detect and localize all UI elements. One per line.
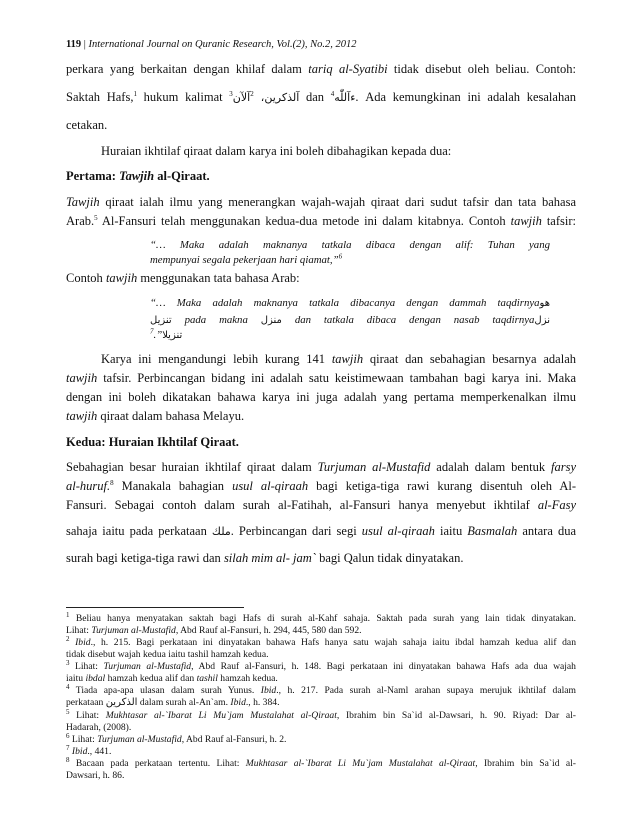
text: Lihat: bbox=[69, 710, 106, 721]
text: al-Qiraat. bbox=[154, 169, 210, 183]
italic-term: al-huruf. bbox=[66, 479, 111, 493]
footnote-number: 2 bbox=[66, 634, 70, 643]
paragraph-line: Huraian ikhtilaf qiraat dalam karya ini boleh dibahagikan kepada dua: bbox=[101, 144, 452, 158]
italic-term: tawjih bbox=[105, 271, 138, 285]
italic-term: tariq al-Syatibi bbox=[308, 62, 388, 76]
italic-term: Mukhtasar al-`Ibarat Li Mu`jam Mustalahat al-Qiraat bbox=[245, 758, 476, 769]
text: , Ibrahim bin Sa`id al-Dawsari, h. 90. Riyad: Dar al- bbox=[336, 710, 576, 721]
text: surah bagi ketiga-tiga rawi dan bbox=[66, 551, 224, 565]
footnote bbox=[66, 731, 576, 746]
running-header bbox=[66, 39, 356, 50]
arabic-word: آلآن bbox=[232, 91, 251, 104]
footnote-ref: 7 bbox=[150, 327, 154, 336]
italic-term: tawjih bbox=[331, 352, 364, 366]
text: Saktah Hafs, bbox=[66, 90, 134, 104]
text: Manakala bahagian bbox=[113, 479, 233, 493]
footnote: Hadarah, (2008). bbox=[66, 722, 132, 733]
paragraph-line bbox=[66, 370, 576, 386]
arabic-word: منزل bbox=[260, 315, 282, 326]
text: Fansuri. Sebagai contoh dalam surah al-Fatihah, al-Fansuri hanya menyebut ikhtilaf bbox=[66, 498, 538, 512]
footnote-number: 7 bbox=[66, 743, 70, 752]
text: ., h. 215. Bagi perkataan ini dinyatakan bahawa Hafs hanya satu wajah sahaja iaitu ibdal hamzah kedua alif dan bbox=[90, 637, 576, 648]
footnote-number: 3 bbox=[66, 658, 70, 667]
text: Lihat: bbox=[69, 661, 104, 672]
arabic-word: هو bbox=[539, 298, 550, 309]
paragraph-line: dengan ini boleh dikatakan bahawa karya ini juga adalah yang pertama memperkenalkan ilmu bbox=[66, 390, 576, 404]
text: Contoh bbox=[66, 271, 106, 285]
text: ., 441. bbox=[87, 746, 112, 757]
text: tidak disebut oleh beliau. Contoh: bbox=[387, 62, 576, 76]
paragraph-line bbox=[66, 61, 576, 77]
text: sahaja iaitu pada perkataan bbox=[66, 524, 212, 538]
italic-term: ibdal bbox=[85, 673, 106, 684]
footnote-number: 6 bbox=[66, 731, 70, 740]
paragraph-line bbox=[66, 459, 576, 475]
footnote bbox=[66, 743, 576, 758]
arabic-word: آلذكرين bbox=[264, 91, 300, 104]
text: “… Maka adalah maknanya tatkala dibacanya dengan dammah taqdirnya bbox=[150, 297, 540, 309]
italic-term: Tawjih bbox=[119, 169, 155, 183]
text: ”. bbox=[153, 329, 163, 341]
italic-term: tawjih bbox=[66, 409, 98, 423]
text: , Abd Rauf al-Fansuri, h. 148. Bagi perkataan ini dinyatakan bahawa Hafs ada dua wajah bbox=[191, 661, 576, 672]
section-heading bbox=[66, 168, 576, 184]
italic-term: Turjuman al-Mustafid bbox=[91, 625, 176, 636]
text: Bacaan pada perkataan tertentu. Lihat: bbox=[69, 758, 246, 769]
text: hamzah kedua. bbox=[217, 673, 278, 684]
footnote-ref: 8 bbox=[110, 478, 114, 487]
footnote: tidak disebut wajah kedua iaitu tashil hamzah kedua. bbox=[66, 649, 269, 660]
italic-term: usul al-qiraah bbox=[361, 524, 435, 538]
italic-term: Ibid bbox=[230, 697, 246, 708]
paragraph-line bbox=[66, 523, 576, 540]
page-number: 119 bbox=[66, 39, 82, 50]
footnote-number: 1 bbox=[66, 610, 70, 619]
journal-title: International Journal on Quranic Research, Vol.(2), No.2, 2012 bbox=[88, 39, 357, 50]
text: Arab. bbox=[66, 214, 95, 228]
italic-term: tawjih bbox=[510, 214, 542, 228]
block-quote-line bbox=[150, 313, 550, 328]
text: Tiada apa-apa ulasan dalam surah Yunus. bbox=[69, 685, 261, 696]
italic-term: silah mim al- jam` bbox=[223, 551, 316, 565]
footnote bbox=[66, 625, 576, 637]
footnote bbox=[66, 658, 576, 673]
footnote-ref: 3 bbox=[229, 89, 233, 98]
text: Sebahagian besar huraian ikhtilaf qiraat dalam bbox=[66, 460, 318, 474]
header-separator: | bbox=[81, 39, 89, 50]
text: perkara yang berkaitan dengan khilaf dalam bbox=[66, 62, 309, 76]
text: ., h. 384. bbox=[245, 697, 280, 708]
text: iaitu bbox=[66, 673, 86, 684]
text: dan tatkala dibaca dengan nasab taqdirnya bbox=[281, 314, 535, 326]
text: ., h. 217. Pada surah al-Naml arahan supaya merujuk ikhtilaf dalam bbox=[276, 685, 576, 696]
text: mempunyai segala pekerjaan hari qiamat,” bbox=[150, 254, 339, 266]
italic-term: tashil bbox=[196, 673, 218, 684]
footnote-ref: 1 bbox=[133, 89, 137, 98]
text: antara dua bbox=[517, 524, 577, 538]
arabic-word: ملك bbox=[211, 525, 231, 538]
block-quote-line bbox=[150, 253, 550, 267]
italic-term: Turjuman al-Mustafid bbox=[103, 661, 192, 672]
text: perkataan bbox=[66, 697, 106, 708]
text: , Ibrahim bin Sa`id al- bbox=[475, 758, 576, 769]
text: iaitu bbox=[434, 524, 468, 538]
footnote-ref: 6 bbox=[338, 252, 343, 261]
italic-term: Basmalah bbox=[467, 524, 518, 538]
paragraph-line bbox=[66, 497, 576, 513]
arabic-comma: ، bbox=[253, 91, 265, 104]
text: bagi Qalun tidak dinyatakan. bbox=[315, 551, 464, 565]
footnote bbox=[66, 755, 576, 770]
italic-term: Ibid bbox=[71, 746, 88, 757]
text: qiraat ialah ilmu yang menerangkan wajah-wajah qiraat dari sudut tafsir dan tata bahasa bbox=[99, 195, 576, 209]
text: hamzah kedua alif dan bbox=[105, 673, 197, 684]
footnote-number: 4 bbox=[66, 682, 70, 691]
text: Lihat: bbox=[66, 625, 92, 636]
text: tafsir: bbox=[541, 214, 576, 228]
text: pada makna bbox=[171, 314, 261, 326]
italic-term: Turjuman al-Mustafid bbox=[317, 460, 431, 474]
footnote bbox=[66, 697, 576, 709]
paragraph-line bbox=[101, 351, 576, 367]
footnote-ref: 4 bbox=[330, 89, 335, 98]
arabic-word: تنزيل bbox=[150, 315, 172, 326]
text: Beliau hanya menyatakan saktah bagi Hafs di surah al-Kahf sahaja. Saktah pada surah yang lain tidak dinyatakan. bbox=[69, 613, 576, 624]
paragraph-line bbox=[66, 478, 576, 494]
text: qiraat dan sebahagian besarnya adalah bbox=[363, 352, 576, 366]
text: Karya ini mengandungi lebih kurang 141 bbox=[101, 352, 332, 366]
section-heading: Kedua: Huraian Ikhtilaf Qiraat. bbox=[66, 435, 239, 449]
paragraph-line: cetakan. bbox=[66, 118, 108, 132]
block-quote-line bbox=[150, 328, 550, 343]
arabic-word: تنزيلا bbox=[162, 330, 183, 341]
italic-term: farsy bbox=[551, 460, 576, 474]
italic-term: tawjih bbox=[66, 371, 98, 385]
italic-term: Turjuman al-Mustafid bbox=[97, 734, 182, 745]
text: bagi ketiga-tiga rawi kurang disentuh oleh Al- bbox=[308, 479, 576, 493]
block-quote-line: “… Maka adalah maknanya tatkala dibaca dengan alif: Tuhan yang bbox=[150, 239, 550, 251]
text: , Abd Rauf al-Fansuri, h. 294, 445, 580 dan 592. bbox=[175, 625, 362, 636]
block-quote-line bbox=[150, 296, 550, 311]
paragraph-line bbox=[66, 550, 576, 566]
footnote bbox=[66, 634, 576, 649]
text: tafsir. Perbincangan bidang ini adalah satu keistimewaan tambahan bagi karya ini. Maka bbox=[97, 371, 576, 385]
italic-term: al-Fasy bbox=[537, 498, 576, 512]
italic-term: Ibid bbox=[75, 637, 91, 648]
footnote bbox=[66, 673, 576, 685]
text: qiraat dalam bahasa Melayu. bbox=[97, 409, 245, 423]
paragraph-line bbox=[66, 408, 576, 424]
text: hukum kalimat bbox=[136, 90, 230, 104]
italic-term: Ibid bbox=[260, 685, 277, 696]
arabic-word: نزل bbox=[534, 315, 550, 326]
paragraph-line bbox=[66, 213, 576, 229]
italic-term: Tawjih bbox=[66, 195, 100, 209]
footnote-ref: 5 bbox=[94, 213, 98, 222]
text: dan bbox=[299, 90, 331, 104]
text: . Ada kemungkinan ini adalah kesalahan bbox=[355, 90, 577, 104]
footnote-ref: 2 bbox=[250, 89, 254, 98]
italic-term: Mukhtasar al-`Ibarat Li Mu`jam Mustalahat al-Qiraat bbox=[105, 710, 337, 721]
text: menggunakan tata bahasa Arab: bbox=[137, 271, 300, 285]
text: Lihat: bbox=[69, 734, 98, 745]
text: dalam surah al-An`am. bbox=[137, 697, 231, 708]
paragraph-line bbox=[66, 89, 576, 106]
italic-term: usul al-qiraah bbox=[232, 479, 309, 493]
paragraph-line bbox=[66, 270, 576, 286]
text: Pertama: bbox=[66, 169, 120, 183]
arabic-word: الذكرين bbox=[105, 697, 138, 708]
footnote bbox=[66, 610, 576, 625]
footnote-rule bbox=[66, 607, 244, 608]
footnote bbox=[66, 682, 576, 697]
text: Al-Fansuri telah menggunakan kedua-dua metode ini dalam kitabnya. Contoh bbox=[97, 214, 511, 228]
text: adalah dalam bentuk bbox=[430, 460, 551, 474]
text: . Perbincangan dari segi bbox=[230, 524, 362, 538]
paragraph-line bbox=[66, 194, 576, 210]
footnote-number: 8 bbox=[66, 755, 70, 764]
text: , Abd Rauf al-Fansuri, h. 2. bbox=[181, 734, 287, 745]
footnote-number: 5 bbox=[66, 707, 70, 716]
footnote bbox=[66, 707, 576, 722]
footnote: Dawsari, h. 86. bbox=[66, 770, 125, 781]
arabic-word: ءآللّٰه bbox=[334, 91, 356, 104]
